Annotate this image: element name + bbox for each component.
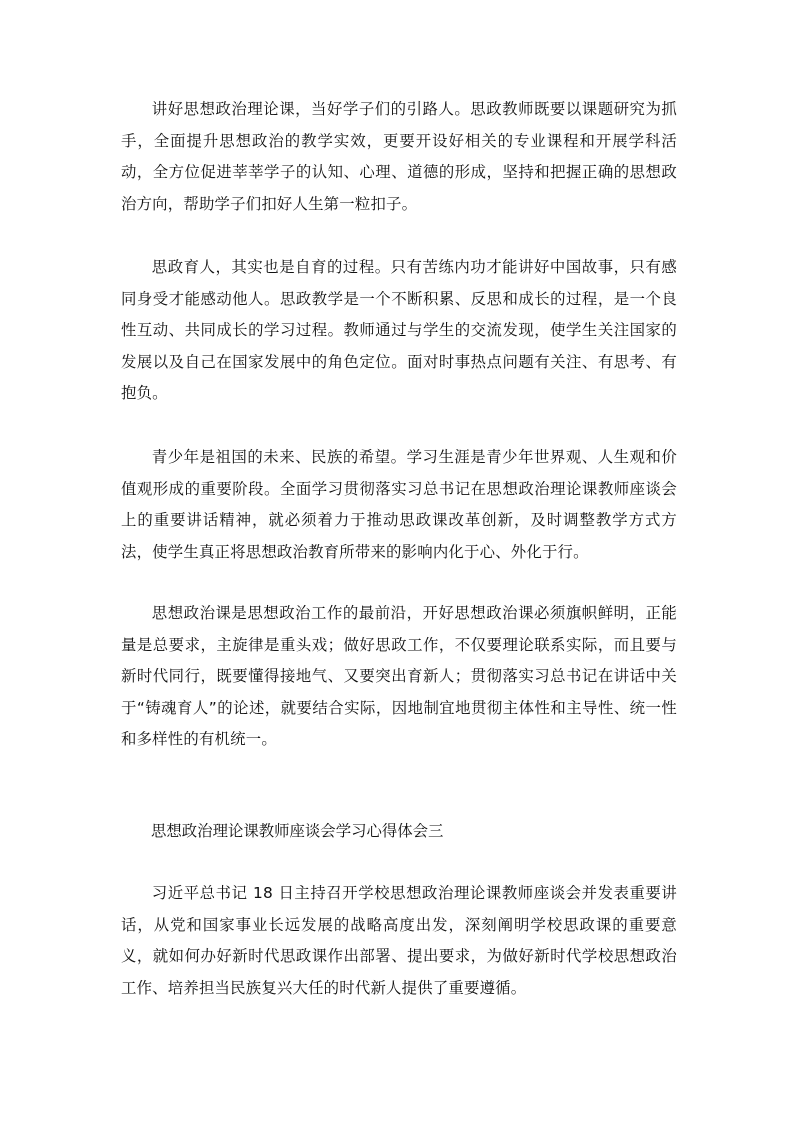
paragraph-5: 习近平总书记 18 日主持召开学校思想政治理论课教师座谈会并发表重要讲话，从党和国家事业长远发展的战略高度出发，深刻阐明学校思政课的重要意义，就如何办好新时代思政课作出部署、提出要求，为做好新时代学校思想政治工作、培养担当民族复兴大任的时代新人提供了重要遵循。 — [121, 884, 677, 997]
paragraph-2: 思政育人，其实也是自育的过程。只有苦练内功才能讲好中国故事，只有感同身受才能感动他人。思政教学是一个不断积累、反思和成长的过程，是一个良性互动、共同成长的学习过程。教师通过与学生的交流发现，使学生关注国家的发展以及自己在国家发展中的角色定位。面对时事热点问题有关注、有思考、有抱负。 — [121, 258, 677, 403]
paragraph-3: 青少年是祖国的未来、民族的希望。学习生涯是青少年世界观、人生观和价值观形成的重要阶段。全面学习贯彻落实习总书记在思想政治理论课教师座谈会上的重要讲话精神，就必须着力于推动思政课改革创新，及时调整教学方式方法，使学生真正将思想政治教育所带来的影响内化于心、外化于行。 — [121, 448, 677, 561]
section-heading: 思想政治理论课教师座谈会学习心得体会三 — [151, 822, 444, 840]
paragraph-1: 讲好思想政治理论课，当好学子们的引路人。思政教师既要以课题研究为抓手，全面提升思想政治的教学实效，更要开设好相关的专业课程和开展学科活动，全方位促进莘莘学子的认知、心理、道德的形成，坚持和把握正确的思想政治方向，帮助学子们扣好人生第一粒扣子。 — [121, 100, 677, 213]
paragraph-4: 思想政治课是思想政治工作的最前沿，开好思想政治课必须旗帜鲜明，正能量是总要求，主旋律是重头戏；做好思政工作，不仅要理论联系实际，而且要与新时代同行，既要懂得接地气、又要突出育新人；贯彻落实习总书记在讲话中关于“铸魂育人”的论述，就要结合实际，因地制宜地贯彻主体性和主导性、统一性和多样性的有机统一。 — [121, 604, 677, 749]
